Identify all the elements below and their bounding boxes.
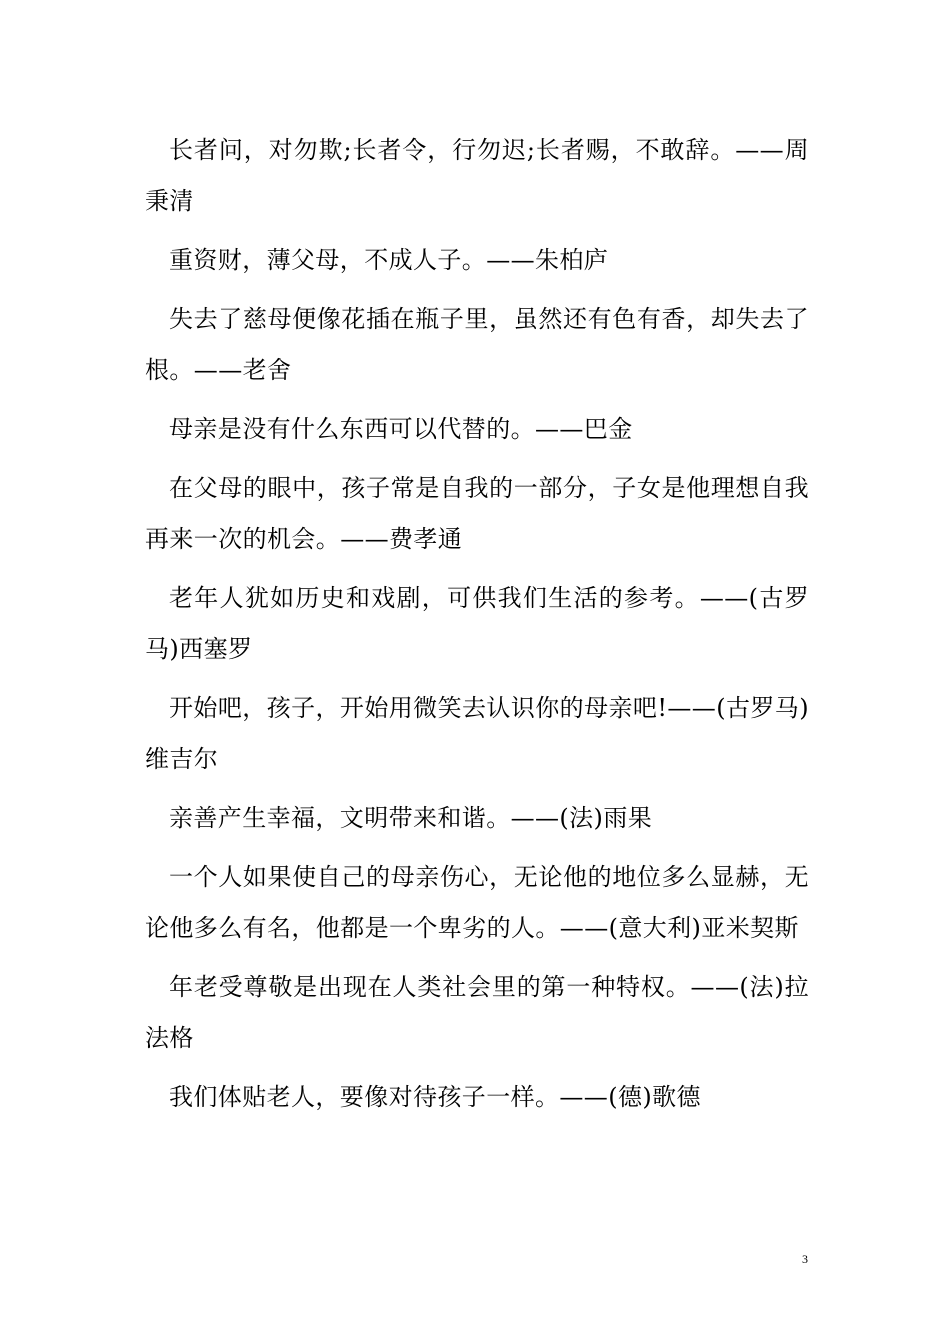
quote-paragraph: 在父母的眼中，孩子常是自我的一部分，子女是他理想自我再来一次的机会。——费孝通 <box>145 474 809 553</box>
page-number: 3 <box>802 1252 808 1266</box>
quote-paragraph: 母亲是没有什么东西可以代替的。——巴金 <box>169 415 633 443</box>
quote-paragraph: 重资财，薄父母，不成人子。——朱柏庐 <box>169 246 609 274</box>
quote-paragraph: 开始吧，孩子，开始用微笑去认识你的母亲吧!——(古罗马)维吉尔 <box>145 694 809 773</box>
quote-paragraph: 亲善产生幸福，文明带来和谐。——(法)雨果 <box>169 804 653 832</box>
quote-paragraph: 老年人犹如历史和戏剧，可供我们生活的参考。——(古罗马)西塞罗 <box>145 584 809 663</box>
quote-paragraph: 我们体贴老人，要像对待孩子一样。——(德)歌德 <box>169 1083 701 1111</box>
quote-paragraph: 长者问，对勿欺;长者令，行勿迟;长者赐，不敢辞。——周秉清 <box>145 136 809 215</box>
quote-paragraph: 一个人如果使自己的母亲伤心，无论他的地位多么显赫，无论他多么有名，他都是一个卑劣的人。——(意大利)亚米契斯 <box>145 863 809 942</box>
quote-list <box>145 125 809 1131</box>
quote-paragraph: 失去了慈母便像花插在瓶子里，虽然还有色有香，却失去了根。——老舍 <box>145 305 809 384</box>
quote-paragraph: 年老受尊敬是出现在人类社会里的第一种特权。——(法)拉法格 <box>145 973 809 1052</box>
